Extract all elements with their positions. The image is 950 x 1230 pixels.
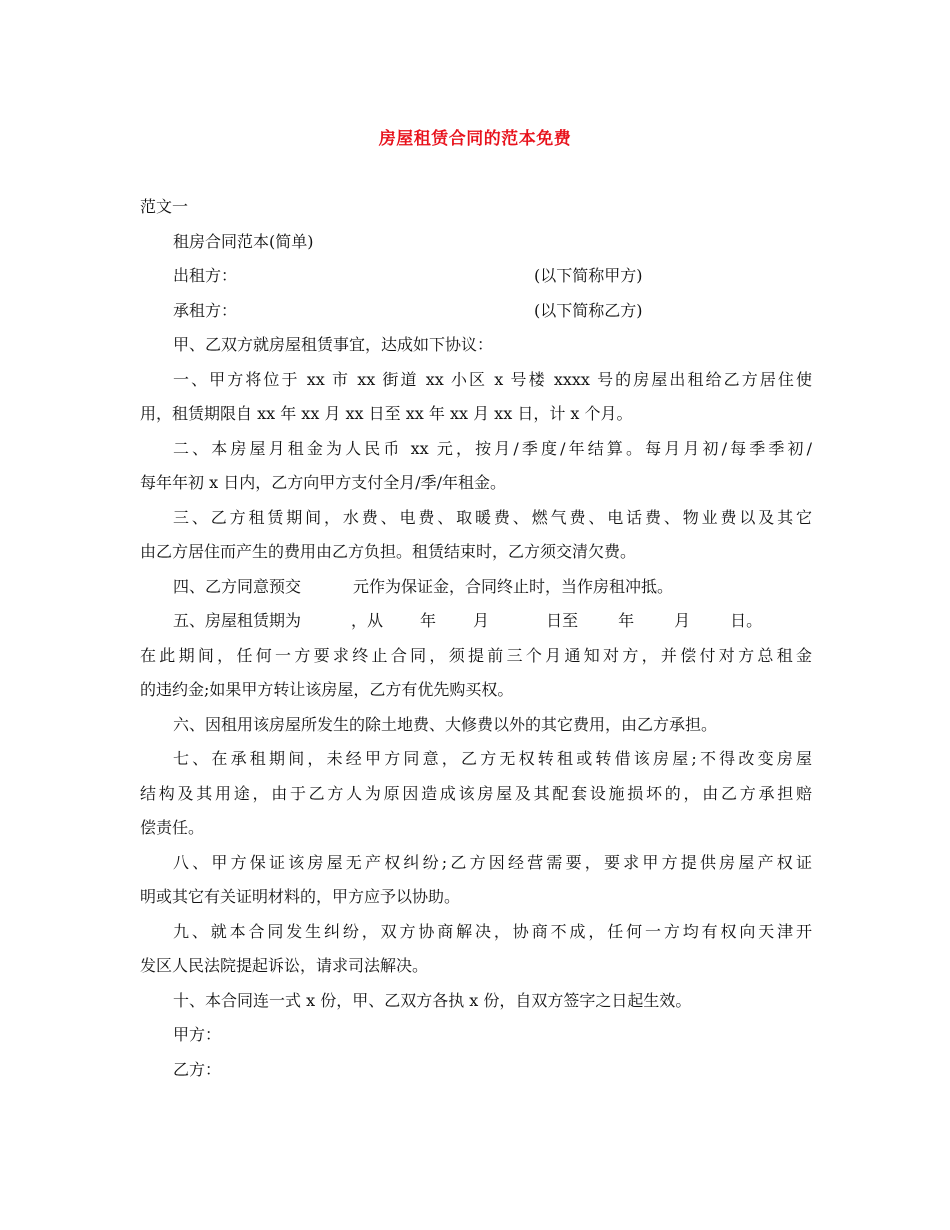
clause-5-month-2: 月	[674, 611, 691, 630]
clause-5-year-2: 年	[618, 611, 635, 630]
lessee-label: 承租方：	[173, 300, 238, 320]
intro-paragraph: 甲、乙双方就房屋租赁事宜，达成如下协议：	[173, 335, 494, 354]
clause-1-line-1: 一、甲方将位于 xx 市 xx 街道 xx 小区 x 号楼 xxxx 号的房屋出租给乙方居住使	[173, 369, 812, 389]
document-title: 房屋租赁合同的范本免费	[378, 129, 572, 149]
clause-5-day-2: 日。	[730, 611, 763, 630]
clause-9-line-1: 九、就本合同发生纠纷，双方协商解决，协商不成，任何一方均有权向天津开	[173, 921, 812, 941]
clause-3-line-2: 由乙方居住而产生的费用由乙方负担。租赁结束时，乙方须交清欠费。	[140, 542, 637, 561]
clause-9-line-2: 发区人民法院提起诉讼，请求司法解决。	[140, 956, 429, 975]
clause-4-part-b: 元作为保证金，合同终止时，当作房租冲抵。	[353, 576, 674, 596]
clause-5-line-2: 在此期间，任何一方要求终止合同，须提前三个月通知对方，并偿付对方总租金	[140, 645, 812, 665]
clause-10: 十、本合同连一式 x 份，甲、乙双方各执 x 份，自双方签字之日起生效。	[173, 990, 692, 1010]
lessee-line	[140, 294, 812, 329]
clause-7-line-3: 偿责任。	[140, 818, 205, 837]
clause-5-part-a: 五、房屋租赁期为	[173, 611, 302, 630]
lessee-note: (以下简称乙方)	[534, 300, 643, 320]
party-b-signature: 乙方：	[173, 1059, 222, 1079]
clause-1-line-2: 用，租赁期限自 xx 年 xx 月 xx 日至 xx 年 xx 月 xx 日，计 x 个月。	[140, 404, 633, 423]
lessor-line	[140, 259, 812, 294]
clause-7-line-1: 七、在承租期间，未经甲方同意，乙方无权转租或转借该房屋;不得改变房屋	[173, 749, 812, 768]
clause-7-line-2: 结构及其用途，由于乙方人为原因造成该房屋及其配套设施损坏的，由乙方承担赔	[140, 783, 812, 803]
party-a-signature: 甲方：	[173, 1025, 222, 1044]
document-body	[140, 190, 812, 1087]
clause-4-part-a: 四、乙方同意预交	[173, 576, 302, 596]
contract-subtitle: 租房合同范本(简单)	[173, 231, 314, 251]
clause-5-from: ，从	[351, 611, 384, 630]
lessor-note: (以下简称甲方)	[534, 266, 643, 285]
clause-2-line-2: 每年年初 x 日内，乙方向甲方支付全月/季/年租金。	[140, 473, 506, 492]
clause-5-day-1: 日至	[546, 611, 579, 630]
clause-5-year-1: 年	[420, 611, 437, 630]
clause-6: 六、因租用该房屋所发生的除土地费、大修费以外的其它费用，由乙方承担。	[173, 714, 718, 734]
clause-8-line-2: 明或其它有关证明材料的，甲方应予以协助。	[140, 887, 461, 906]
clause-8-line-1: 八、甲方保证该房屋无产权纠纷;乙方因经营需要，要求甲方提供房屋产权证	[173, 852, 812, 872]
clause-4	[140, 570, 812, 605]
lessor-label: 出租方：	[173, 266, 238, 285]
clause-2-line-1: 二、本房屋月租金为人民币 xx 元，按月/季度/年结算。每月月初/每季季初/	[173, 438, 812, 458]
clause-3-line-1: 三、乙方租赁期间，水费、电费、取暖费、燃气费、电话费、物业费以及其它	[173, 507, 812, 527]
section-label: 范文一	[140, 197, 189, 216]
clause-5-line-1	[140, 604, 812, 639]
clause-5-month-1: 月	[473, 611, 490, 630]
clause-5-line-3: 的违约金;如果甲方转让该房屋，乙方有优先购买权。	[140, 680, 514, 699]
